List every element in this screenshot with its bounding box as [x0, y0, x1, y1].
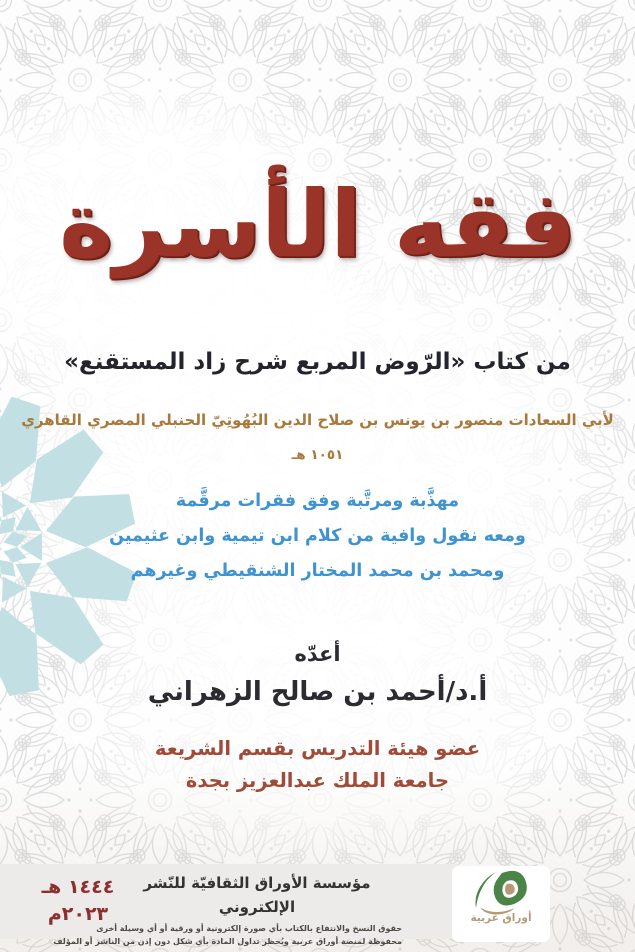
gregorian-year: ٢٠٢٣م	[47, 903, 109, 925]
role-line: جامعة الملك عبدالعزيز بجدة	[185, 769, 450, 792]
hijri-year: ١٤٤٤ هـ	[41, 876, 115, 898]
feature-line: ومعه نقول وافية من كلام ابن تيمية وابن عثيمين	[109, 526, 526, 546]
role-line: عضو هيئة التدريس بقسم الشريعة	[154, 737, 481, 760]
logo-wordmark: أوراق عربية	[470, 912, 532, 924]
edition-features	[0, 484, 635, 589]
feature-line: مهذَّبة ومرتَّبة وفق فقرات مرقَّمة	[175, 491, 460, 511]
awraq-logo-icon	[469, 866, 533, 916]
preparer-role	[0, 733, 635, 797]
prepared-by-label: أعدّه	[294, 642, 341, 666]
source-book-line: من كتاب «الرّوض المربع شرح زاد المستقنع»	[64, 349, 571, 375]
publisher-name: مؤسسة الأوراق الثقافيّة للنّشر الإلكتروني	[143, 874, 371, 916]
death-year: ١٠٥١ هـ	[291, 447, 344, 463]
preparer-name: أ.د/أحمد بن صالح الزهراني	[147, 677, 488, 707]
feature-line: ومحمد بن محمد المختار الشنقيطي وغيرهم	[130, 561, 505, 581]
awraq-arabia-logo	[452, 866, 550, 942]
copyright-line: حقوق النسخ والانتفاع بالكتاب بأي صورة إلكترونية أو ورقية أو أي وسيلة أخرى	[96, 924, 402, 933]
copyright-line: محفوظة لمنصة أوراق عربية ويُحظر تداول المادة بأي شكل دون إذن من الناشر أو المؤلف	[53, 937, 402, 946]
original-author-line: لأبي السعادات منصور بن يونس بن صلاح الدين البُهُوتِيّ الحنبلي المصري القاهري	[21, 411, 614, 429]
book-title: فقه الأسرة	[59, 171, 576, 278]
